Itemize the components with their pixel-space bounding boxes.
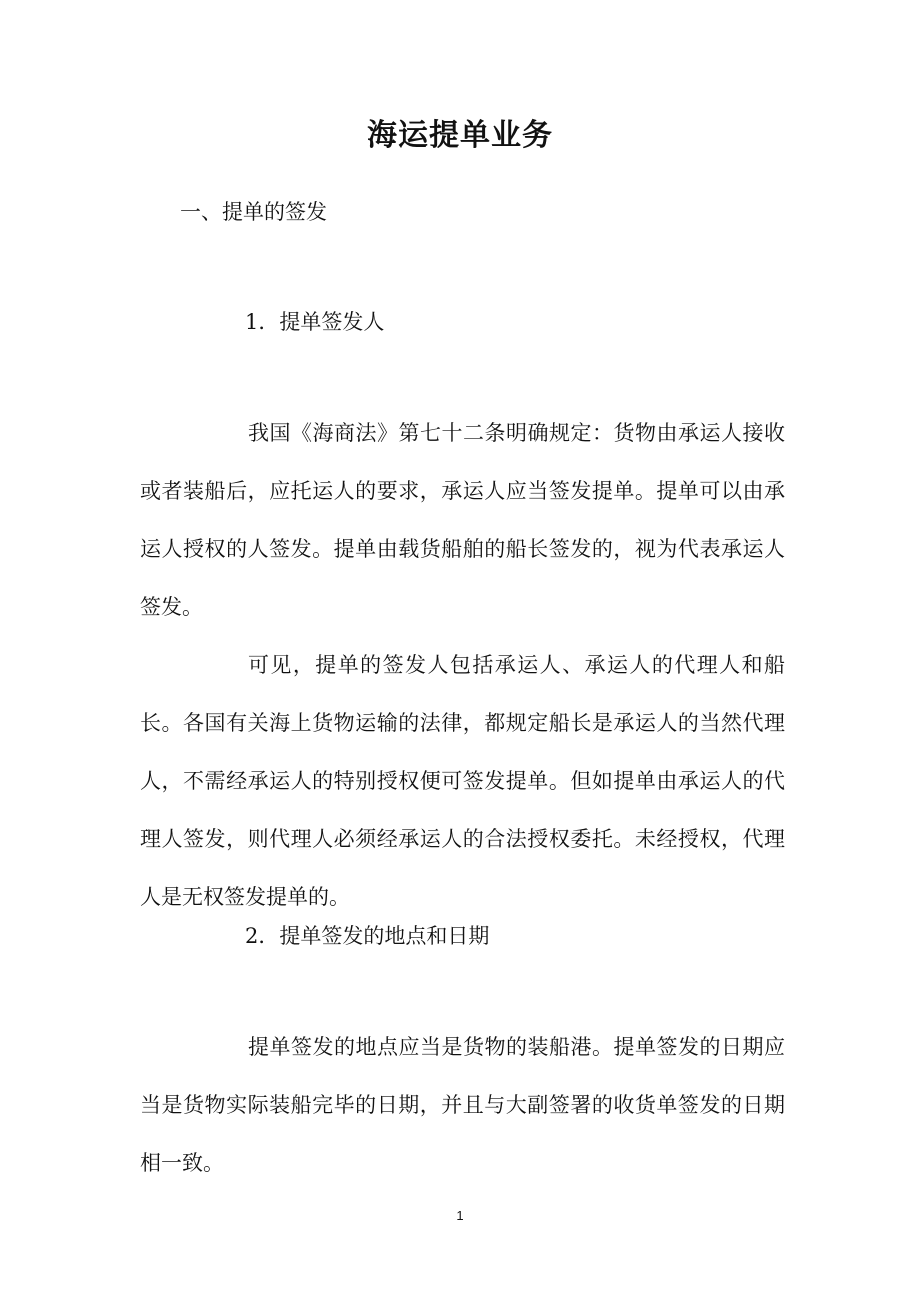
paragraph-signer-scope: 可见，提单的签发人包括承运人、承运人的代理人和船长。各国有关海上货物运输的法律，都规定船长是承运人的当然代理人，不需经承运人的特别授权便可签发提单。但如提单由承运人的代理人签发，则代理人必须经承运人的合法授权委托。未经授权，代理人是无权签发提单的。 [140,653,785,909]
paragraph-place-date: 提单签发的地点应当是货物的装船港。提单签发的日期应当是货物实际装船完毕的日期，并且与大副签署的收货单签发的日期相一致。 [140,1035,785,1175]
subsection-heading-place-date: 2．提单签发的地点和日期 [245,924,490,948]
page-number: 1 [456,1208,464,1223]
subsection-heading-signer: 1．提单签发人 [245,310,385,334]
section-heading: 一、提单的签发 [180,200,327,224]
document-title: 海运提单业务 [367,118,553,153]
paragraph-maritime-law: 我国《海商法》第七十二条明确规定：货物由承运人接收或者装船后，应托运人的要求，承运人应当签发提单。提单可以由承运人授权的人签发。提单由载货船舶的船长签发的，视为代表承运人签发。 [140,421,785,619]
